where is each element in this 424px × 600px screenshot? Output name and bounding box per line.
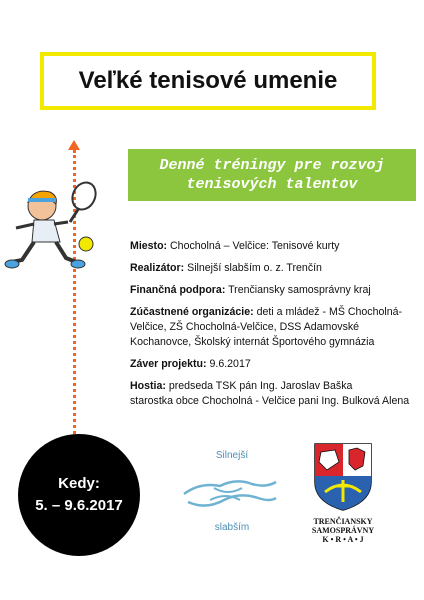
- subtitle-banner: [128, 149, 416, 201]
- info-hostia: [130, 379, 420, 409]
- tsk-line-2: SAMOSPRÁVNY: [311, 526, 375, 535]
- hostia-label: Hostia:: [130, 380, 166, 392]
- kedy-date: 5. – 9.6.2017: [35, 497, 123, 514]
- realizator-value: Silnejší slabším o. z. Trenčín: [187, 262, 322, 274]
- podpora-value: Trenčiansky samosprávny kraj: [228, 284, 371, 296]
- silnejsi-slabsim-logo: [180, 448, 280, 536]
- title-box: [40, 52, 376, 110]
- project-info: [130, 239, 420, 416]
- info-zaver: [130, 357, 420, 372]
- tsk-line-1: TRENČIANSKY: [313, 517, 373, 526]
- miesto-value: Chocholná – Velčice: Tenisové kurty: [170, 240, 340, 252]
- kedy-label: Kedy:: [58, 475, 100, 492]
- subtitle-line-1: Denné tréningy pre rozvoj: [159, 157, 385, 174]
- tennis-player-icon: [4, 178, 104, 278]
- logo-silnejsi-top: Silnejší: [215, 450, 249, 461]
- info-organizacie: [130, 305, 420, 350]
- zaver-label: Záver projektu:: [130, 358, 207, 370]
- miesto-label: Miesto:: [130, 240, 168, 252]
- subtitle-line-2: tenisových talentov: [186, 176, 358, 193]
- page-title: Veľké tenisové umenie: [78, 67, 338, 94]
- hostia-value-2: starostka obce Chocholná - Velčice pani Ing. Bulková Alena: [130, 395, 410, 407]
- organizacie-label: Zúčastnené organizácie:: [130, 306, 254, 318]
- logo-slabsim-bottom: slabším: [214, 522, 250, 533]
- zaver-value: 9.6.2017: [209, 358, 251, 370]
- tsk-logo: [305, 440, 381, 550]
- tsk-coat-of-arms-icon: [305, 440, 381, 512]
- info-podpora: [130, 283, 420, 298]
- realizator-label: Realizátor:: [130, 262, 185, 274]
- podpora-label: Finančná podpora:: [130, 284, 226, 296]
- info-realizator: [130, 261, 420, 276]
- arrow-up-icon: [68, 140, 80, 150]
- info-miesto: [130, 239, 420, 254]
- hostia-value: predseda TSK pán Ing. Jaroslav Baška: [168, 380, 353, 392]
- tsk-line-3: K • R • A • J: [322, 535, 364, 544]
- organizacie-value: deti a mládež - MŠ Chocholná-Velčice, ZŠ Chocholná-Velčice, DSS Adamovské Kochanovce, Školský internát Športového gymnázia: [130, 306, 403, 348]
- date-circle: [18, 434, 140, 556]
